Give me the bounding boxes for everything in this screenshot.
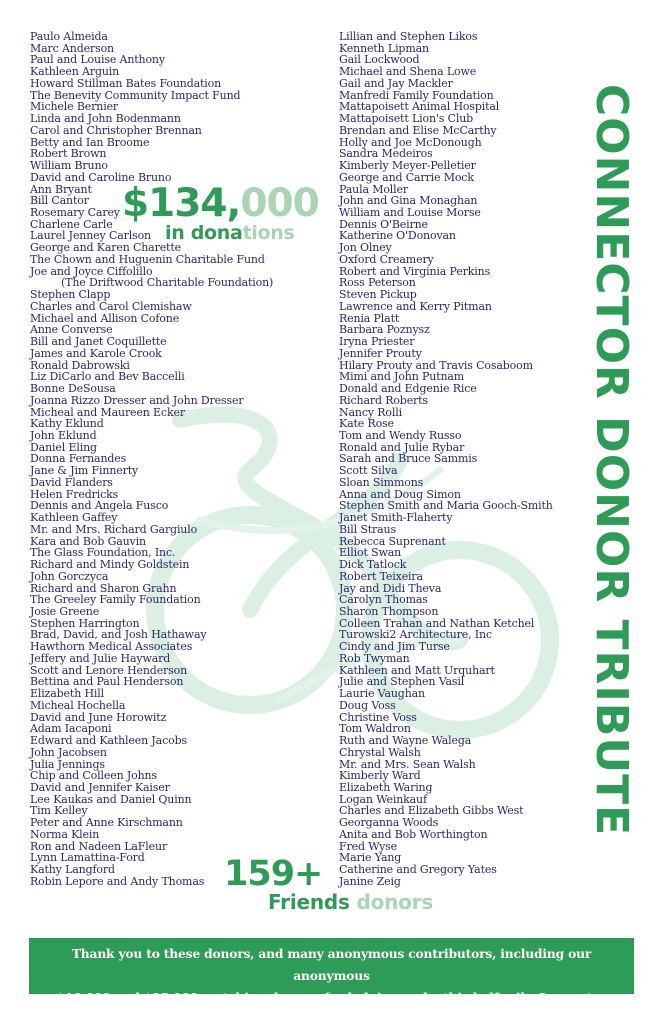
donor-name: Joe and Joyce Ciffolillo	[30, 264, 153, 278]
donor-name: Micheal Hochella	[30, 698, 126, 712]
donor-name: Scott Silva	[339, 464, 398, 478]
donor-name: Jon Olney	[339, 241, 392, 255]
donor-name: Iryna Priester	[339, 335, 415, 349]
donor-name: Adam Iacaponi	[30, 722, 112, 736]
donor-name: Dick Tatlock	[339, 558, 407, 572]
donor-name: Charles and Elizabeth Gibbs West	[339, 804, 524, 818]
donor-name: Scott and Lenore Henderson	[30, 663, 188, 677]
donor-name: Michael and Shena Lowe	[339, 65, 477, 79]
donor-name: Brendan and Elise McCarthy	[339, 123, 497, 137]
donor-name: Gail and Jay Mackler	[339, 76, 453, 90]
donor-name: Manfredi Family Foundation	[339, 88, 494, 102]
donor-name: Turowski2 Architecture, Inc	[339, 628, 492, 642]
donor-name: Lillian and Stephen Likos	[339, 30, 478, 43]
donor-name: Chip and Colleen Johns	[30, 769, 157, 783]
donor-name: George and Carrie Mock	[339, 170, 474, 184]
donor-name: Julie and Stephen Vasil	[339, 675, 465, 689]
donor-name: Betty and Ian Broome	[30, 135, 150, 149]
donation-caption-light: tions	[242, 222, 295, 244]
donation-total-amount-light: 000	[240, 181, 319, 226]
donor-name: Colleen Trahan and Nathan Ketchel	[339, 616, 535, 630]
donor-name: Stephen Smith and Maria Gooch-Smith	[339, 499, 553, 513]
donor-name: Sandra Medeiros	[339, 147, 433, 161]
donor-name: Josie Greene	[30, 604, 100, 618]
donor-name: Brad, David, and Josh Hathaway	[30, 628, 207, 642]
donor-name: Robert Teixeira	[339, 569, 423, 583]
donor-name: Julia Jennings	[30, 757, 105, 771]
donor-name: Richard and Sharon Grahn	[30, 581, 177, 595]
donor-name: Rob Twyman	[339, 651, 410, 665]
donor-name: Marie Yang	[339, 851, 402, 865]
donor-name: Gail Lockwood	[339, 53, 420, 67]
donor-name: The Benevity Community Impact Fund	[30, 88, 241, 102]
donor-name: Paul and Louise Anthony	[30, 53, 165, 67]
thank-you-line-1: Thank you to these donors, and many anonymous contributors, including our anonymous	[71, 946, 592, 983]
donor-name: William Bruno	[30, 159, 108, 173]
donor-name: Hilary Prouty and Travis Cosaboom	[339, 358, 533, 372]
donor-name: (The Driftwood Charitable Foundation)	[61, 276, 274, 290]
donor-name: Dennis O'Beirne	[339, 217, 428, 231]
donor-name: Ron and Nadeen LaFleur	[30, 839, 168, 853]
donor-name: Kathleen Gaffey	[30, 511, 118, 525]
page-title	[582, 30, 640, 890]
donor-name: Daniel Eling	[30, 440, 97, 454]
donor-name: Kathy Eklund	[30, 417, 104, 431]
donor-name: Jane & Jim Finnerty	[30, 464, 139, 478]
donor-name: Lee Kaukas and Daniel Quinn	[30, 792, 192, 806]
donation-caption	[165, 220, 295, 246]
donor-name: Charles and Carol Clemishaw	[30, 299, 192, 313]
donor-name: Lynn Lamattina-Ford	[30, 851, 145, 865]
donor-name: Barbara Poznysz	[339, 323, 430, 337]
donor-name: Peter and Anne Kirschmann	[30, 816, 183, 830]
friends-caption-dark: Friends	[268, 890, 350, 914]
donor-name: Mr. and Mrs. Richard Gargiulo	[30, 522, 198, 536]
donor-name: David Flanders	[30, 475, 113, 489]
donor-name: James and Karole Crook	[30, 346, 162, 360]
donor-name: Paula Moller	[339, 182, 409, 196]
donor-name: Donald and Edgenie Rice	[339, 382, 477, 396]
donor-name: Ross Peterson	[339, 276, 416, 290]
donor-name: Kimberly Meyer-Pelletier	[339, 159, 476, 173]
friends-caption	[268, 888, 433, 916]
donor-name: Chrystal Walsh	[339, 745, 421, 759]
donor-name: Sarah and Bruce Sammis	[339, 452, 478, 466]
donor-name: Mimi and John Putnam	[339, 370, 465, 384]
donor-name: Richard Roberts	[339, 393, 428, 407]
donor-name: Carol and Christopher Brennan	[30, 123, 202, 137]
donor-list-column-2	[339, 31, 553, 888]
donor-name: Liz DiCarlo and Bev Baccelli	[30, 370, 185, 384]
donation-caption-dark: in dona	[165, 222, 243, 244]
donor-name: Donna Fernandes	[30, 452, 127, 466]
donor-name: Tom and Wendy Russo	[339, 428, 462, 442]
donor-list-column-1	[30, 31, 273, 888]
donor-name: Jennifer Prouty	[339, 346, 422, 360]
donor-name: Linda and John Bodenmann	[30, 112, 181, 126]
donor-name: Kathleen Arguin	[30, 65, 120, 79]
donor-name: Mattapoisett Animal Hospital	[339, 100, 500, 114]
donor-name: Christine Voss	[339, 710, 417, 724]
donor-name: John Jacobsen	[30, 745, 107, 759]
donor-name: Ronald and Julie Rybar	[339, 440, 465, 454]
donor-name: Robin Lepore and Andy Thomas	[30, 874, 205, 888]
donor-name: Nancy Rolli	[339, 405, 402, 419]
donor-name: Michele Bernier	[30, 100, 119, 114]
page-title-text: CONNECTOR DONOR TRIBUTE	[586, 83, 637, 837]
donor-name: Helen Fredricks	[30, 487, 119, 501]
donor-name: Mattapoisett Lion's Club	[339, 112, 474, 126]
donor-name: Rosemary Carey	[30, 206, 120, 220]
donor-name: Bill Straus	[339, 522, 396, 536]
donor-name: Kenneth Lipman	[339, 41, 429, 55]
donor-name: Logan Weinkauf	[339, 792, 427, 806]
donor-name: John Gorczyca	[30, 569, 109, 583]
donor-name: Kimberly Ward	[339, 769, 421, 783]
donor-name: Edward and Kathleen Jacobs	[30, 734, 187, 748]
donor-name: Michael and Allison Cofone	[30, 311, 180, 325]
donor-name: Laurel Jenney Carlson	[30, 229, 151, 243]
donor-name: John Eklund	[30, 428, 97, 442]
donor-name: Marc Anderson	[30, 41, 114, 55]
donor-name: Jeffery and Julie Hayward	[30, 651, 171, 665]
donor-name: Mr. and Mrs. Sean Walsh	[339, 757, 476, 771]
donor-name: George and Karen Charette	[30, 241, 181, 255]
donor-name: Catherine and Gregory Yates	[339, 863, 497, 877]
donor-name: Kara and Bob Gauvin	[30, 534, 146, 548]
donor-name: The Greeley Family Foundation	[30, 593, 201, 607]
donor-name: Kate Rose	[339, 417, 394, 431]
donor-name: Laurie Vaughan	[339, 687, 425, 701]
donor-name: Ronald Dabrowski	[30, 358, 130, 372]
donor-name: Bettina and Paul Henderson	[30, 675, 184, 689]
donor-name: Hawthorn Medical Associates	[30, 640, 193, 654]
donor-name: Holly and Joe McDonough	[339, 135, 482, 149]
donor-name: Lawrence and Kerry Pitman	[339, 299, 492, 313]
donor-name: Anita and Bob Worthington	[339, 827, 488, 841]
donor-name: Robert and Virginia Perkins	[339, 264, 491, 278]
donor-name: Georganna Woods	[339, 816, 439, 830]
donor-name: Doug Voss	[339, 698, 396, 712]
donor-name: Fred Wyse	[339, 839, 398, 853]
friends-count: 159+	[224, 854, 323, 894]
donor-name: Charlene Carle	[30, 217, 113, 231]
donor-name: Anne Converse	[30, 323, 113, 337]
donation-total-amount-dark: $134,	[122, 181, 241, 226]
donor-name: The Chown and Huguenin Charitable Fund	[30, 252, 265, 266]
donor-name: Katherine O'Donovan	[339, 229, 456, 243]
donor-name: Bill and Janet Coquillette	[30, 335, 167, 349]
thank-you-line-2: $10,000 and $25,000 matching donors, for helping make this half-mile Connector possible.	[56, 990, 607, 1027]
donor-name: Joanna Rizzo Dresser and John Dresser	[30, 393, 244, 407]
donor-name: Robert Brown	[30, 147, 107, 161]
donor-name: Janine Zeig	[339, 874, 401, 888]
donor-name: Stephen Harrington	[30, 616, 140, 630]
donor-name: Richard and Mindy Goldstein	[30, 558, 190, 572]
donor-name: David and Jennifer Kaiser	[30, 781, 170, 794]
donor-name: Cindy and Jim Turse	[339, 640, 450, 654]
donor-name: Elliot Swan	[339, 546, 402, 560]
donor-name: The Glass Foundation, Inc.	[30, 546, 176, 560]
friends-caption-light: donors	[356, 890, 434, 914]
donor-name: Ann Bryant	[30, 182, 92, 196]
donor-name: Elizabeth Hill	[30, 687, 105, 701]
donor-name: Oxford Creamery	[339, 252, 434, 266]
donor-name: Anna and Doug Simon	[339, 487, 461, 501]
donor-name: Ruth and Wayne Walega	[339, 734, 472, 748]
donor-name: Bonne DeSousa	[30, 382, 116, 396]
donor-name: Kathy Langford	[30, 863, 115, 877]
donor-name: John and Gina Monaghan	[339, 194, 478, 208]
donor-name: Kathleen and Matt Urquhart	[339, 663, 495, 677]
donor-name: Tim Kelley	[30, 804, 88, 818]
donor-name: Carolyn Thomas	[339, 593, 428, 607]
donor-name: Renia Platt	[339, 311, 400, 325]
thank-you-banner	[29, 938, 634, 1027]
donor-name: Howard Stillman Bates Foundation	[30, 76, 222, 90]
donor-name: Bill Cantor	[30, 194, 89, 208]
donor-name: Paulo Almeida	[30, 30, 108, 43]
donor-name: Janet Smith-Flaherty	[339, 511, 453, 525]
donor-name: Micheal and Maureen Ecker	[30, 405, 185, 419]
donor-name: David and June Horowitz	[30, 710, 167, 724]
donor-name: Rebecca Suprenant	[339, 534, 446, 548]
donor-name: Jay and Didi Theva	[339, 581, 442, 595]
donor-name: Stephen Clapp	[30, 288, 111, 302]
donor-name: Sharon Thompson	[339, 604, 439, 618]
donor-name: Sloan Simmons	[339, 475, 424, 489]
donor-name: Steven Pickup	[339, 288, 417, 302]
donor-name: Tom Waldron	[339, 722, 411, 736]
donor-name: David and Caroline Bruno	[30, 170, 172, 184]
donor-name: William and Louise Morse	[339, 206, 481, 220]
donor-name: Elizabeth Waring	[339, 781, 433, 794]
donor-name: Dennis and Angela Fusco	[30, 499, 169, 513]
donor-name: Norma Klein	[30, 827, 100, 841]
